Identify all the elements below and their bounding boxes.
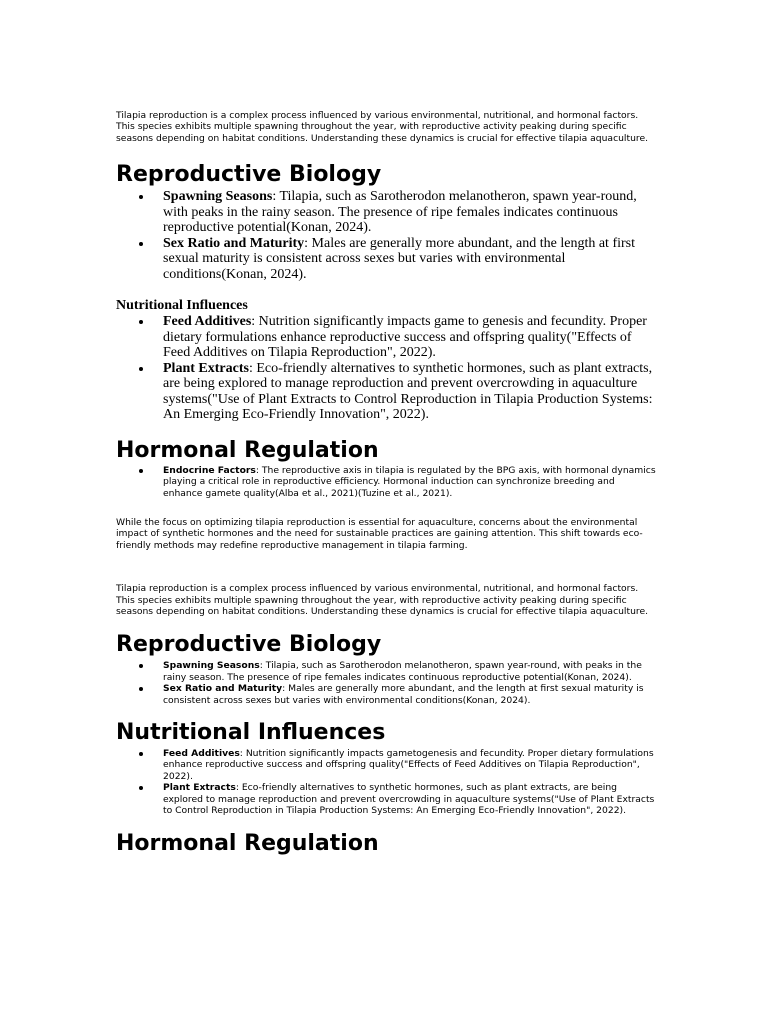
list-item: [163, 748, 656, 782]
closing-paragraph: While the focus on optimizing tilapia reproduction is essential for aquaculture, concerns about the environmental impact of synthetic hormones and the need for sustainable practices are gaining attention. This shift towards eco-friendly methods may redefine reproductive management in tilapia farming.: [116, 516, 643, 551]
list-item-term: Feed Additives: [163, 748, 240, 759]
list-item-text: : The reproductive axis in tilapia is regulated by the BPG axis, with hormonal dynamics playing a critical role in reproductive efficiency. Hormonal induction can synchronize breeding and enhance gamete quality(Alba et al., 2021)(Tuzine et al., 2021).: [163, 464, 656, 499]
list-item-term: Spawning Seasons: [163, 189, 273, 205]
list-item-text: : Nutrition significantly impacts gametogenesis and fecundity. Proper dietary formulations enhance reproductive success and offspring quality("Effects of Feed Additives on Tilapia Reproduction", 2022).: [163, 748, 654, 782]
list-item-text: : Tilapia, such as Sarotherodon melanotheron, spawn year-round, with peaks in the rainy season. The presence of ripe females indicates continuous reproductive potential(Konan, 2024).: [163, 660, 642, 683]
section-heading-hormonal-regulation: Hormonal Regulation: [116, 437, 379, 463]
nutritional-influences-list-2: [116, 748, 656, 816]
list-item-text: : Tilapia, such as Sarotherodon melanotheron, spawn year-round, with peaks in the rainy season. The presence of ripe females indicates continuous reproductive potential(Konan, 2024).: [163, 189, 637, 236]
list-item-text: : Males are generally more abundant, and the length at first sexual maturity is consistent across sexes but varies with environmental conditions(Konan, 2024).: [163, 235, 635, 282]
list-item-term: Endocrine Factors: [163, 464, 256, 476]
list-item: [163, 660, 656, 683]
list-item-text: : Eco-friendly alternatives to synthetic hormones, such as plant extracts, are being explored to manage reproduction and prevent overcrowding in aquaculture systems("Use of Plant Extracts to Control Reproduction in Tilapia Production Systems: An Emerging Eco-Friendly Innovation", 2022).: [163, 360, 653, 423]
list-item: [163, 189, 656, 236]
list-item-term: Spawning Seasons: [163, 660, 260, 672]
reproductive-biology-list: [116, 189, 656, 282]
list-item: [163, 236, 656, 283]
list-item-text: : Males are generally more abundant, and the length at first sexual maturity is consistent across sexes but varies with environmental conditions(Konan, 2024).: [163, 683, 644, 706]
list-item-term: Sex Ratio and Maturity: [163, 683, 283, 695]
list-item-term: Feed Additives: [163, 314, 252, 330]
list-item: [163, 361, 656, 423]
reproductive-biology-list-2: [116, 660, 656, 706]
hormonal-regulation-list: [116, 465, 656, 499]
list-item: [163, 314, 656, 361]
document-page: [116, 110, 656, 857]
section-heading-reproductive-biology-2: Reproductive Biology: [116, 632, 382, 658]
list-item: [163, 465, 656, 499]
list-item-text: : Eco-friendly alternatives to synthetic hormones, such as plant extracts, are being explored to manage reproduction and prevent overcrowding in aquaculture systems("Use of Plant Extracts to Control Reproduction in Tilapia Production Systems: An Emerging Eco-Friendly Innovation", 2022).: [163, 782, 655, 817]
list-item-term: Plant Extracts: [163, 360, 249, 376]
section-heading-nutritional-influences-2: Nutritional Influences: [116, 720, 386, 745]
section-heading-nutritional-influences: Nutritional Influences: [116, 298, 248, 314]
list-item: [163, 683, 656, 706]
section-heading-reproductive-biology: Reproductive Biology: [116, 162, 382, 188]
list-item-term: Plant Extracts: [163, 782, 236, 794]
section-heading-hormonal-regulation-2: Hormonal Regulation: [116, 831, 379, 857]
list-item-text: : Nutrition significantly impacts game to genesis and fecundity. Proper dietary formulations enhance reproductive success and offspring quality("Effects of Feed Additives on Tilapia Reproduction", 2022).: [163, 314, 647, 361]
list-item-term: Sex Ratio and Maturity: [163, 235, 305, 251]
intro-paragraph-2: Tilapia reproduction is a complex process influenced by various environmental, nutritional, and hormonal factors. This species exhibits multiple spawning throughout the year, with reproductive activity peaking during specific seasons depending on habitat conditions. Understanding these dynamics is crucial for effective tilapia aquaculture.: [116, 583, 649, 617]
intro-paragraph-1: Tilapia reproduction is a complex process influenced by various environmental, nutritional, and hormonal factors. This species exhibits multiple spawning throughout the year, with reproductive activity peaking during specific seasons depending on habitat conditions. Understanding these dynamics is crucial for effective tilapia aquaculture.: [116, 110, 649, 144]
list-item: [163, 782, 656, 816]
nutritional-influences-list: [116, 314, 656, 423]
